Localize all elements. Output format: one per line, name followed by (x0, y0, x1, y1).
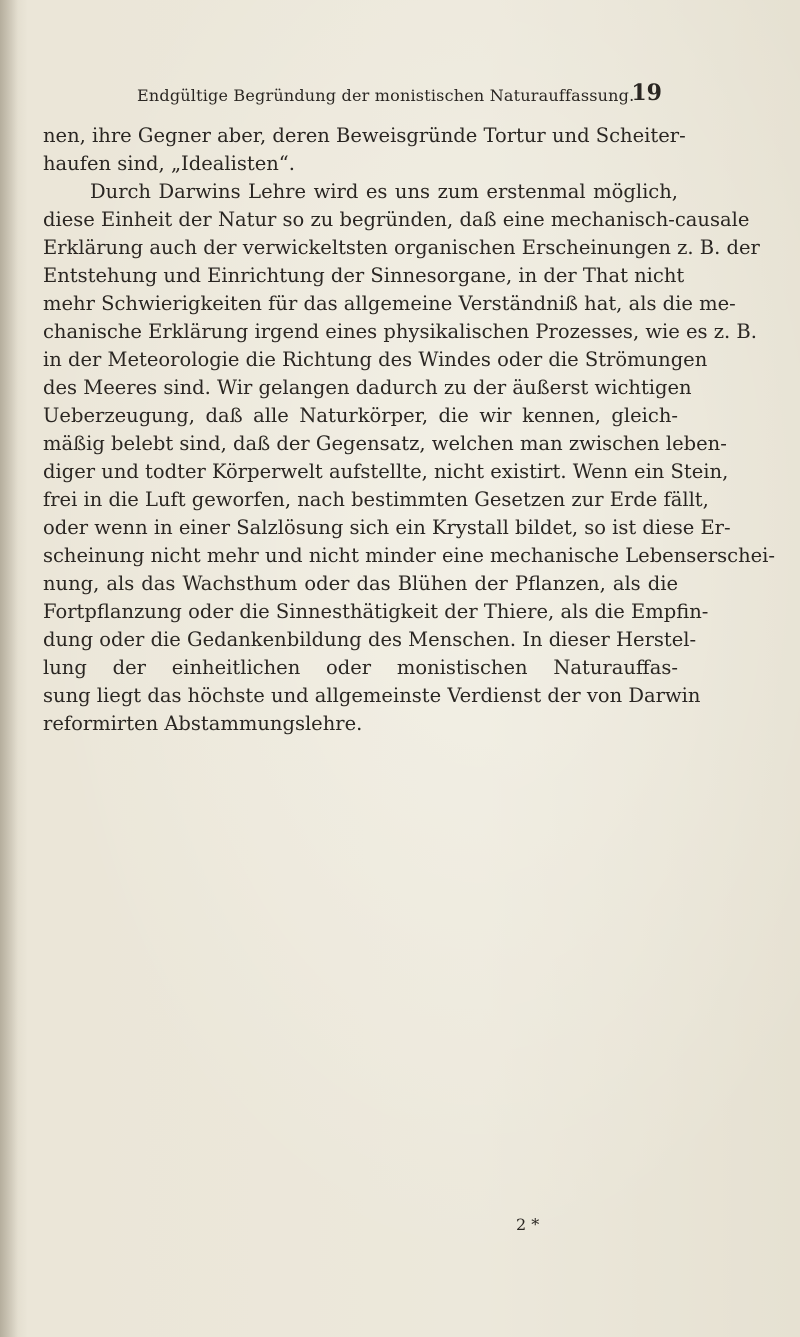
text-line: Fortpflanzung oder die Sinnesthätigkeit der Thiere, als die Empfin- (43, 600, 709, 623)
text-line: scheinung nicht mehr und nicht minder eine mechanische Lebenserschei- (43, 544, 776, 567)
text-line: diese Einheit der Natur so zu begründen, daß eine mechanisch-causale (43, 208, 750, 231)
text-line: des Meeres sind. Wir gelangen dadurch zu der äußerst wichtigen (43, 376, 692, 399)
text-line: Durch Darwins Lehre wird es uns zum erstenmal möglich, (90, 180, 678, 203)
signature-mark: 2 * (516, 1215, 540, 1234)
text-line: nen, ihre Gegner aber, deren Beweisgründe Tortur und Scheiter- (43, 124, 686, 147)
text-line: in der Meteorologie die Richtung des Windes oder die Strömungen (43, 348, 708, 371)
text-line: Erklärung auch der verwickeltsten organischen Erscheinungen z. B. der (43, 236, 760, 259)
page-number: 19 (631, 80, 662, 106)
text-line: sung liegt das höchste und allgemeinste Verdienst der von Darwin (43, 684, 701, 707)
text-line: mehr Schwierigkeiten für das allgemeine Verständniß hat, als die me- (43, 292, 736, 315)
running-title: Endgültige Begründung der monistischen Naturauffassung. (137, 86, 635, 105)
body-text (43, 122, 776, 738)
text-line: diger und todter Körperwelt aufstellte, nicht existirt. Wenn ein Stein, (43, 460, 729, 483)
text-line: lung der einheitlichen oder monistischen Naturauffas- (43, 656, 678, 679)
text-line: chanische Erklärung irgend eines physikalischen Prozesses, wie es z. B. (43, 320, 757, 343)
text-line: mäßig belebt sind, daß der Gegensatz, welchen man zwischen leben- (43, 432, 727, 455)
binding-shadow (0, 0, 18, 1337)
text-line: Ueberzeugung, daß alle Naturkörper, die wir kennen, gleich- (43, 404, 678, 427)
running-head (137, 80, 662, 110)
text-line: reformirten Abstammungslehre. (43, 712, 363, 735)
text-line: Entstehung und Einrichtung der Sinnesorgane, in der That nicht (43, 264, 685, 287)
text-line: nung, als das Wachsthum oder das Blühen der Pflanzen, als die (43, 572, 678, 595)
text-line: oder wenn in einer Salzlösung sich ein Krystall bildet, so ist diese Er- (43, 516, 731, 539)
text-line: frei in die Luft geworfen, nach bestimmten Gesetzen zur Erde fällt, (43, 488, 709, 511)
text-line: haufen sind, „Idealisten“. (43, 152, 295, 175)
text-line: dung oder die Gedankenbildung des Menschen. In dieser Herstel- (43, 628, 697, 651)
